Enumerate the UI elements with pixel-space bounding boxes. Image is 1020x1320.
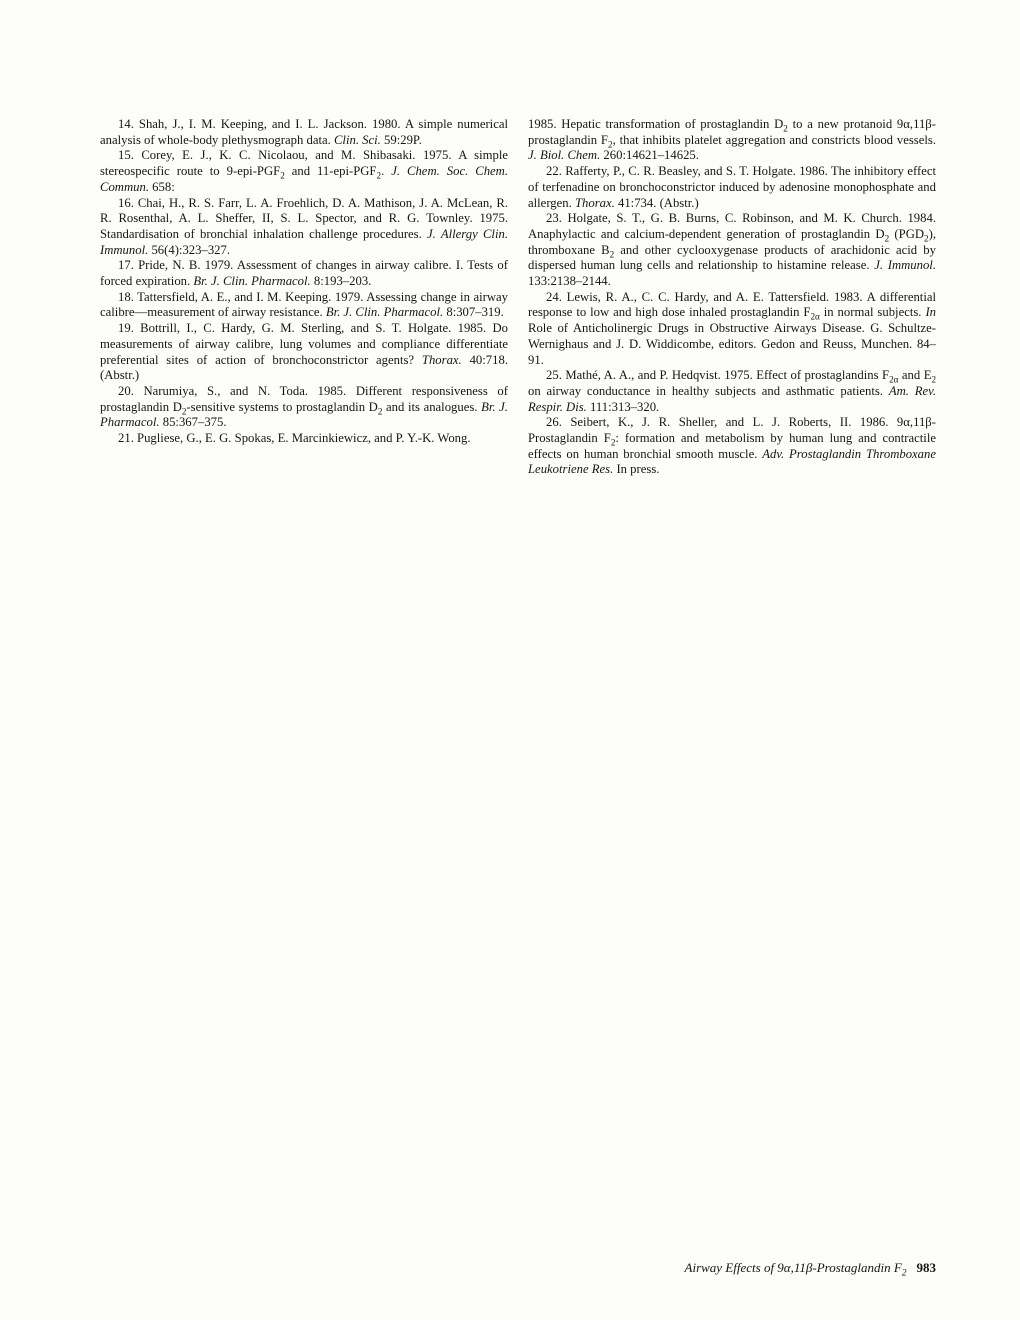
- references-column-left: [100, 117, 508, 478]
- reference-item: 25. Mathé, A. A., and P. Hedqvist. 1975. Effect of prostaglandins $F_{2\alpha}$ and $E_2$ on airway conductance in healthy subjects and asthmatic patients. Am. Rev. Respir. Dis. 111:313–320.: [528, 368, 937, 414]
- page-footer: [684, 1260, 936, 1279]
- references-section: [100, 117, 936, 478]
- reference-item: 18. Tattersfield, A. E., and I. M. Keeping. 1979. Assessing change in airway calibre—measurement of airway resistance. Br. J. Clin. Pharmacol. 8:307–319.: [100, 289, 508, 320]
- reference-item: 15. Corey, E. J., K. C. Nicolaou, and M. Shibasaki. 1975. A simple stereospecific route to $9-epi-PGF_2$ and $11-epi-PGF_2$. J. Chem. Soc. Chem. Commun. 658:: [100, 148, 508, 194]
- page-number: 983: [916, 1260, 936, 1275]
- reference-item: 16. Chai, H., R. S. Farr, L. A. Froehlich, D. A. Mathison, J. A. McLean, R. R. Rosenthal, A. L. Sheffer, II, S. L. Spector, and R. G. Townley. 1975. Standardisation of bronchial inhalation challenge procedures. J. Allergy Clin. Immunol. 56(4):323–327.: [100, 195, 508, 257]
- reference-item: 17. Pride, N. B. 1979. Assessment of changes in airway calibre. I. Tests of forced expiration. Br. J. Clin. Pharmacol. 8:193–203.: [100, 258, 508, 289]
- reference-item: 22. Rafferty, P., C. R. Beasley, and S. T. Holgate. 1986. The inhibitory effect of terfenadine on bronchoconstrictor induced by adenosine monophosphate and allergen. Thorax. 41:734. (Abstr.): [528, 164, 936, 210]
- reference-item: 20. Narumiya, S., and N. Toda. 1985. Different responsiveness of prostaglandin $D_2$-sensitive systems to prostaglandin $D_2$ and its analogues. Br. J. Pharmacol. 85:367–375.: [100, 383, 508, 430]
- reference-item: 24. Lewis, R. A., C. C. Hardy, and A. E. Tattersfield. 1983. A differential response to low and high dose inhaled prostaglandin $F_{2\alpha}$ in normal subjects. In Role of Anticholinergic Drugs in Obstructive Airways Disease. G. Schultze-Wernighaus and J. D. Widdicombe, editors. Gedon and Reuss, Munchen. 84–91.: [528, 289, 937, 367]
- reference-item: 21. Pugliese, G., E. G. Spokas, E. Marcinkiewicz, and P. Y.-K. Wong.: [118, 431, 471, 446]
- reference-item: 14. Shah, J., I. M. Keeping, and I. L. Jackson. 1980. A simple numerical analysis of whole-body plethysmograph data. Clin. Sci. 59:29P.: [100, 117, 508, 147]
- reference-item: 23. Holgate, S. T., G. B. Burns, C. Robinson, and M. K. Church. 1984. Anaphylactic and calcium-dependent generation of prostaglandin $D_2$ $(PGD_2)$, thromboxane $B_2$ and other cyclooxygenase products of arachidonic acid by dispersed human lung cells and relationship to histamine release. J. Immunol. 133:2138–2144.: [528, 211, 937, 289]
- reference-item: 26. Seibert, K., J. R. Sheller, and L. J. Roberts, II. 1986. 9α,11β-Prostaglandin $F_2$: formation and metabolism by human lung and contractile effects on human bronchial smooth muscle. Adv. Prostaglandin Thromboxane Leukotriene Res. In press.: [528, 415, 936, 477]
- running-title: Airway Effects of 9α,11β-Prostaglandin $F_2$: [684, 1260, 907, 1279]
- reference-item: 19. Bottrill, I., C. Hardy, G. M. Sterling, and S. T. Holgate. 1985. Do measurements of airway calibre, lung volumes and compliance differentiate preferential sites of action of bronchoconstrictor agents? Thorax. 40:718. (Abstr.): [100, 321, 508, 383]
- reference-item: 1985. Hepatic transformation of prostaglandin $D_2$ to a new protanoid 9α,11β-prostaglandin $F_2$, that inhibits platelet aggregation and constricts blood vessels. J. Biol. Chem. 260:14621–14625.: [528, 117, 936, 163]
- references-column-right: [528, 117, 936, 478]
